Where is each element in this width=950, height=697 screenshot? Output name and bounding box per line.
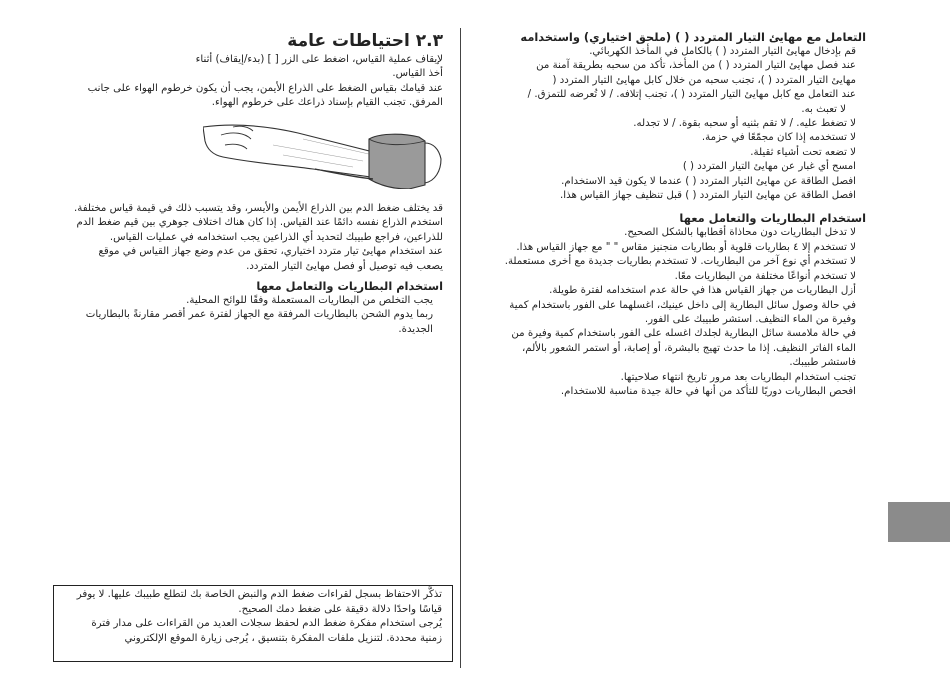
note-box	[53, 585, 453, 662]
list-item: امسح أي غبار عن مهايئ التيار المتردد ( )	[682, 161, 856, 173]
note-line: يُرجى استخدام مفكرة ضغط الدم لحفظ سجلات العديد من القراءات على مدار فترة	[91, 618, 442, 630]
list-item: لا تستخدم إلا ٤ بطاريات قلوية أو بطاريات منجنيز مقاس " " مع جهاز القياس هذا.	[516, 241, 856, 253]
list-item: لا تعبث به.	[801, 103, 846, 115]
note-line: زمنية محددة. لتنزيل ملفات المفكرة بتنسيق ، يُرجى زيارة الموقع الإلكتروني	[124, 632, 442, 644]
text-line: أخذ القياس.	[392, 68, 443, 80]
list-item: وفيرة من الماء النظيف. استشر طبيبك على الفور.	[644, 313, 856, 325]
text-line: لإيقاف عملية القياس، اضغط على الزر [ ] (بدء/إيقاف) أثناء	[195, 54, 443, 65]
list-item: افحص البطاريات دوريًا للتأكد من أنها في حالة جيدة مناسبة للاستخدام.	[560, 385, 856, 397]
list-item: ربما يدوم الشحن بالبطاريات المرفقة مع الجهاز لفترة عمر أقصر مقارنةً بالبطاريات	[85, 309, 433, 321]
text-line: يصعب فيه توصيل أو فصل مهايئ التيار المتردد.	[246, 260, 443, 272]
list-item: الماء الفاتر النظيف. إذا ما حدث تهيج بالبشرة، أو إصابة، أو استمر الشعور بالألم،	[522, 342, 856, 354]
arm-with-cuff-illustration	[203, 115, 443, 189]
column-divider	[460, 28, 461, 668]
ac-adapter-list	[492, 45, 866, 203]
list-item: لا تضغط عليه. / لا تقم بثنيه أو سحبه بقوة. / لا تجدله.	[633, 118, 856, 130]
list-item: الجديدة.	[398, 323, 433, 335]
chapter-tab	[888, 502, 950, 542]
text-line: عند استخدام مهايئ تيار متردد اختياري، تحقق من عدم وضع جهاز القياس في موقع	[98, 246, 443, 258]
text-line: عند قيامك بقياس الضغط على الذراع الأيمن، يجب أن يكون خرطوم الهواء على جانب	[87, 82, 443, 94]
list-item: لا تستخدمه إذا كان مجمّعًا في حزمة.	[701, 132, 856, 144]
list-item: لا تدخل البطاريات دون محاذاة أقطابها بالشكل الصحيح.	[624, 227, 856, 239]
list-item: فاستشر طبيبك.	[789, 357, 856, 369]
body-text	[65, 202, 443, 274]
text-line: قد يختلف ضغط الدم بين الذراع الأيمن والأيسر، وقد يتسبب ذلك في قيمة قياس مختلفة.	[74, 203, 443, 215]
list-item: لا تستخدم أنواعًا مختلفة من البطاريات معًا.	[674, 270, 856, 282]
right-column	[492, 30, 866, 399]
list-item: افصل الطاقة عن مهايئ التيار المتردد ( ) قبل تنظيف جهاز القياس هذا.	[560, 190, 856, 202]
list-item: في حالة وصول سائل البطارية إلى داخل عينيك، اغسلهما على الفور باستخدام كمية	[509, 299, 856, 311]
intro-text	[65, 53, 443, 111]
list-item: قم بإدخال مهايئ التيار المتردد ( ) بالكامل في المأخذ الكهربائي.	[589, 46, 856, 57]
list-item: عند التعامل مع كابل مهايئ التيار المتردد ( )، تجنب إتلافه. / لا تُعرضه للتمزق. /	[527, 89, 856, 101]
text-line: للذراعين، فراجع طبيبك لتحديد أي الذراعين يجب استخدامه في عمليات القياس.	[109, 231, 443, 243]
list-item: أزل البطاريات من جهاز القياس هذا في حالة عدم استخدامه لفترة طويلة.	[549, 285, 856, 297]
list-item: افصل الطاقة عن مهايئ التيار المتردد ( ) عندما لا يكون قيد الاستخدام.	[561, 175, 856, 187]
text-line: المرفق. تجنب القيام بإسناد ذراعك على خرطوم الهواء.	[211, 97, 443, 109]
list-item: مهايئ التيار المتردد ( )، تجنب سحبه من خلال كابل مهايئ التيار المتردد (	[552, 74, 856, 86]
list-item: في حالة ملامسة سائل البطارية لجلدك اغسله على الفور باستخدام كمية وفيرة من	[511, 328, 856, 340]
ac-adapter-heading: التعامل مع مهايئ التيار المتردد ( ) (ملحق اختياري) واستخدامه	[520, 30, 866, 44]
list-item: تجنب استخدام البطاريات بعد مرور تاريخ انتهاء صلاحيتها.	[620, 371, 856, 383]
left-column	[65, 30, 443, 337]
list-item: لا تستخدم أي نوع آخر من البطاريات. لا تستخدم بطاريات جديدة مع أخرى مستعملة.	[504, 256, 856, 268]
section-title: ٢.٣ احتياطات عامة	[287, 31, 443, 51]
note-line: قياسًا واحدًا دلالة دقيقة على ضغط دمك الصحيح.	[238, 603, 442, 615]
battery-list-right	[492, 226, 866, 399]
list-item: يجب التخلص من البطاريات المستعملة وفقًا للوائح المحلية.	[186, 295, 433, 307]
battery-list-left	[65, 294, 443, 337]
list-item: عند فصل مهايئ التيار المتردد ( ) من المأخذ، تأكد من سحبه بطريقة آمنة من	[536, 60, 856, 72]
battery-heading-right: استخدام البطاريات والتعامل معها	[679, 211, 866, 226]
battery-heading-left: استخدام البطاريات والتعامل معها	[256, 279, 443, 294]
text-line: استخدم الذراع نفسه دائمًا عند القياس. إذا كان هناك اختلاف جوهري بين قيم ضغط الدم	[76, 217, 443, 229]
note-line: تذكَّر الاحتفاظ بسجل لقراءات ضغط الدم والنبض الخاصة بك لتطلع طبيبك عليها. لا يوفر	[76, 589, 442, 600]
list-item: لا تضعه تحت أشياء ثقيلة.	[750, 146, 856, 158]
